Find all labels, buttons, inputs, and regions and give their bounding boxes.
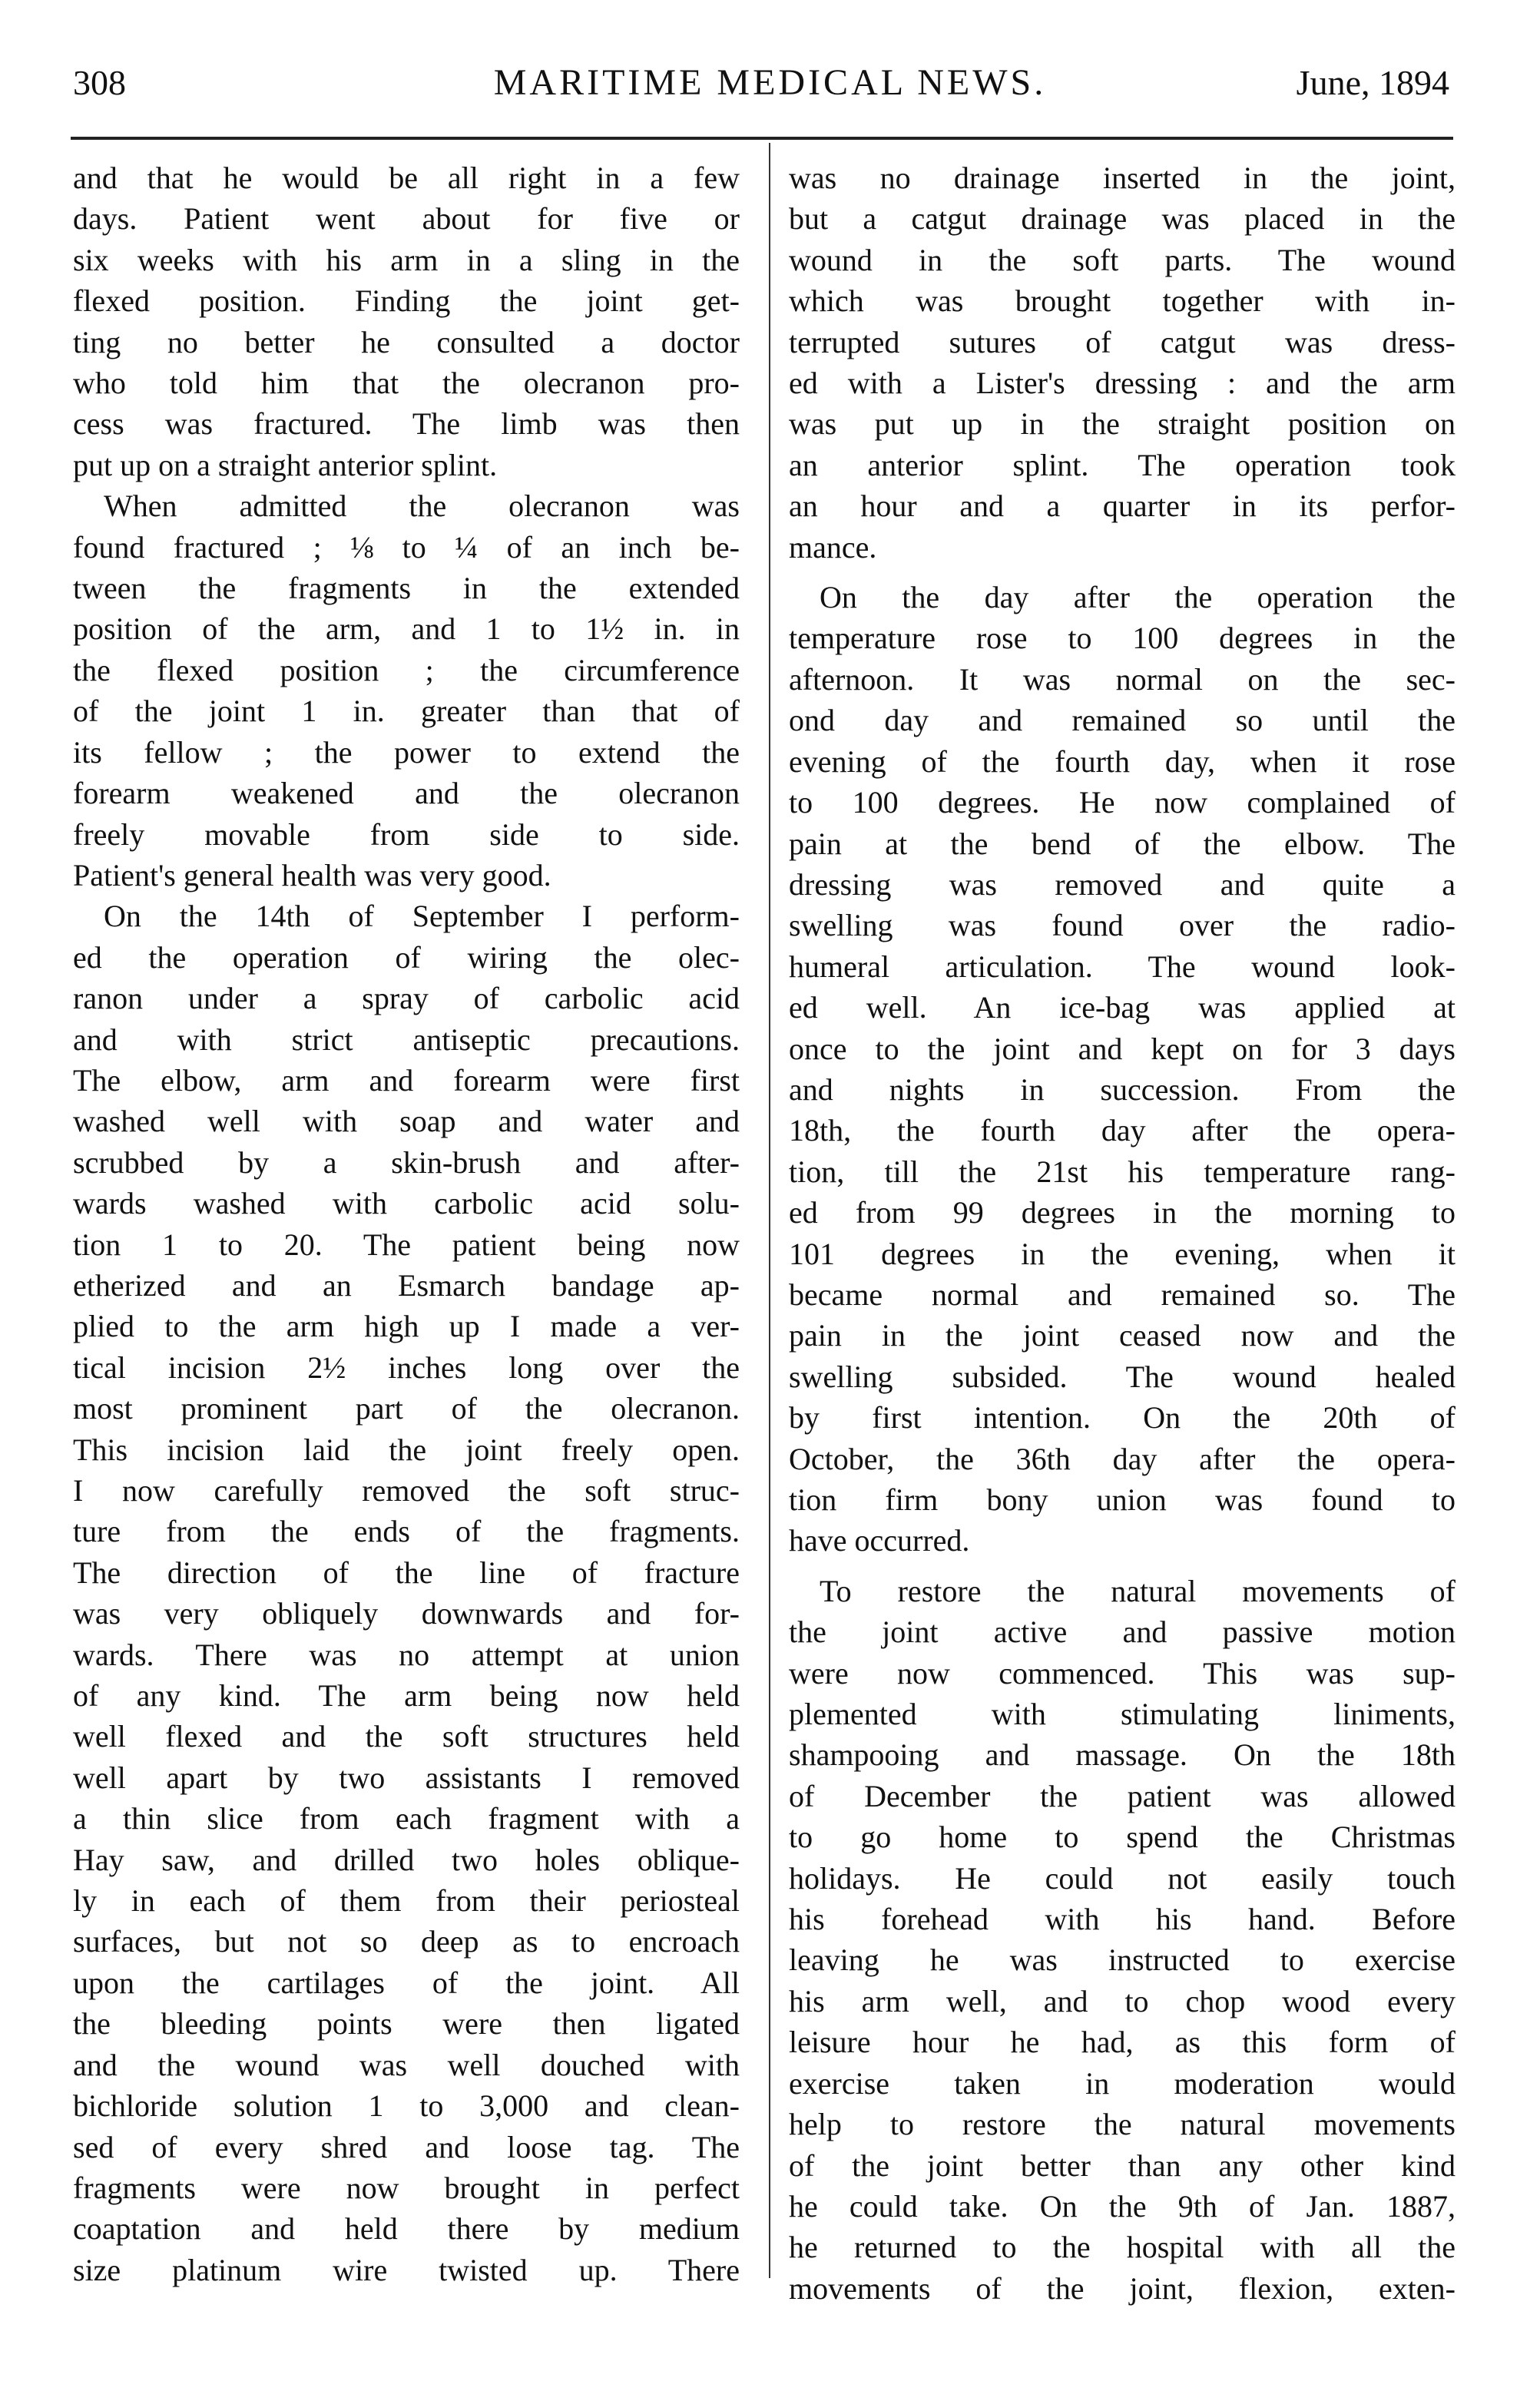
text-line: and with strict antiseptic precautions. xyxy=(73,1022,740,1057)
text-line: tion 1 to 20. The patient being now xyxy=(73,1227,740,1262)
text-line: ed with a Lister's dressing : and the arm xyxy=(789,366,1456,401)
text-line: his forehead with his hand. Before xyxy=(789,1902,1456,1937)
text-line: shampooing and massage. On the 18th xyxy=(789,1737,1456,1773)
text-line: was very obliquely downwards and for- xyxy=(73,1596,740,1631)
text-line: days. Patient went about for five or xyxy=(73,201,740,237)
text-line: Hay saw, and drilled two holes oblique- xyxy=(73,1842,740,1877)
column-divider xyxy=(769,143,770,2278)
text-line: were now commenced. This was sup- xyxy=(789,1655,1456,1691)
text-line: mance. xyxy=(789,529,877,565)
paragraph xyxy=(789,157,1456,568)
text-line: was put up in the straight position on xyxy=(789,406,1456,442)
text-line: the flexed position ; the circumference xyxy=(73,652,740,687)
text-line: have occurred. xyxy=(789,1523,970,1558)
text-line: freely movable from side to side. xyxy=(73,816,740,852)
text-line: ture from the ends of the fragments. xyxy=(73,1514,740,1549)
text-line: who told him that the olecranon pro- xyxy=(73,366,740,401)
text-line: was no drainage inserted in the joint, xyxy=(789,161,1456,195)
text-line: the bleeding points were then ligated xyxy=(73,2006,740,2042)
text-line: coaptation and held there by medium xyxy=(73,2211,740,2247)
paragraph xyxy=(789,1571,1456,2309)
text-line: to go home to spend the Christmas xyxy=(789,1820,1456,1855)
text-line: swelling subsided. The wound healed xyxy=(789,1359,1456,1394)
text-line: etherized and an Esmarch bandage ap- xyxy=(73,1267,740,1303)
text-line: afternoon. It was normal on the sec- xyxy=(789,661,1456,697)
text-line: wound in the soft parts. The wound xyxy=(789,242,1456,277)
text-line: wards. There was no attempt at union xyxy=(73,1637,740,1672)
text-line: plied to the arm high up I made a ver- xyxy=(73,1309,740,1344)
text-line: put up on a straight anterior splint. xyxy=(73,447,498,482)
text-line: once to the joint and kept on for 3 days xyxy=(789,1031,1456,1066)
text-line: by first intention. On the 20th of xyxy=(789,1400,1456,1436)
text-line: he could take. On the 9th of Jan. 1887, xyxy=(789,2188,1456,2224)
text-line: became normal and remained so. The xyxy=(789,1277,1456,1312)
text-line: tion firm bony union was found to xyxy=(789,1482,1456,1517)
text-line: leisure hour he had, as this form of xyxy=(789,2025,1456,2060)
text-line: ting no better he consulted a doctor xyxy=(73,324,740,359)
text-line: of the joint 1 in. greater than that of xyxy=(73,694,740,729)
text-line: its fellow ; the power to extend the xyxy=(73,734,740,770)
text-line: and the wound was well douched with xyxy=(73,2047,740,2082)
paragraph xyxy=(73,157,740,485)
text-line: fragments were now brought in perfect xyxy=(73,2170,740,2205)
text-line: most prominent part of the olecranon. xyxy=(73,1391,740,1426)
text-line: help to restore the natural movements xyxy=(789,2107,1456,2142)
text-line: position of the arm, and 1 to 1½ in. in xyxy=(73,611,740,647)
text-line: but a catgut drainage was placed in the xyxy=(789,201,1456,237)
text-line: 18th, the fourth day after the opera- xyxy=(789,1113,1456,1148)
text-line: of December the patient was allowed xyxy=(789,1778,1456,1813)
text-line: On the 14th of September I perform- xyxy=(104,899,740,934)
page-number: 308 xyxy=(73,63,126,102)
issue-date: June, 1894 xyxy=(1296,63,1449,102)
text-line: his arm well, and to chop wood every xyxy=(789,1983,1456,2018)
text-line: To restore the natural movements of xyxy=(820,1573,1456,1608)
text-line: which was brought together with in- xyxy=(789,283,1456,319)
text-line: of any kind. The arm being now held xyxy=(73,1678,740,1714)
text-line: tical incision 2½ inches long over the xyxy=(73,1349,740,1385)
text-line: an hour and a quarter in its perfor- xyxy=(789,488,1456,524)
text-line: plemented with stimulating liniments, xyxy=(789,1697,1456,1732)
text-line: evening of the fourth day, when it rose xyxy=(789,743,1456,779)
header-rule xyxy=(71,137,1453,140)
text-line: six weeks with his arm in a sling in the xyxy=(73,242,740,277)
text-line: cess was fractured. The limb was then xyxy=(73,406,740,442)
text-line: the joint active and passive motion xyxy=(789,1614,1456,1650)
text-line: tion, till the 21st his temperature rang- xyxy=(789,1154,1456,1189)
text-line: ed well. An ice-bag was applied at xyxy=(789,990,1456,1025)
text-line: ed the operation of wiring the olec- xyxy=(73,939,740,975)
text-line: leaving he was instructed to exercise xyxy=(789,1942,1456,1978)
text-line: The elbow, arm and forearm were first xyxy=(73,1062,740,1098)
text-line: This incision laid the joint freely open. xyxy=(73,1432,740,1467)
text-line: movements of the joint, flexion, exten- xyxy=(789,2270,1456,2306)
text-line: 101 degrees in the evening, when it xyxy=(789,1236,1456,1271)
text-line: and nights in succession. From the xyxy=(789,1071,1456,1107)
text-line: pain at the bend of the elbow. The xyxy=(789,826,1456,861)
text-line: upon the cartilages of the joint. All xyxy=(73,1965,740,2000)
text-line: ranon under a spray of carbolic acid xyxy=(73,981,740,1016)
text-line: a thin slice from each fragment with a xyxy=(73,1801,740,1836)
text-line: forearm weakened and the olecranon xyxy=(73,776,740,811)
text-line: On the day after the operation the xyxy=(820,580,1456,615)
text-line: ed from 99 degrees in the morning to xyxy=(789,1195,1456,1230)
text-line: I now carefully removed the soft struc- xyxy=(73,1473,740,1508)
text-line: October, the 36th day after the opera- xyxy=(789,1441,1456,1476)
text-line: an anterior splint. The operation took xyxy=(789,447,1456,482)
text-line: well apart by two assistants I removed xyxy=(73,1760,740,1795)
text-line: tween the fragments in the extended xyxy=(73,571,740,606)
text-line: ond day and remained so until the xyxy=(789,703,1456,738)
text-line: sed of every shred and loose tag. The xyxy=(73,2129,740,2164)
text-line: The direction of the line of fracture xyxy=(73,1555,740,1590)
text-line: Patient's general health was very good. xyxy=(73,857,551,892)
paragraph xyxy=(789,577,1456,1561)
left-column xyxy=(73,157,740,2290)
text-line: found fractured ; ⅛ to ¼ of an inch be- xyxy=(73,529,740,565)
text-line: bichloride solution 1 to 3,000 and clean- xyxy=(73,2088,740,2124)
text-line: ly in each of them from their periosteal xyxy=(73,1883,740,1919)
text-line: exercise taken in moderation would xyxy=(789,2065,1456,2101)
text-line: he returned to the hospital with all the xyxy=(789,2230,1456,2265)
paragraph xyxy=(73,485,740,896)
text-line: terrupted sutures of catgut was dress- xyxy=(789,324,1456,359)
text-line: temperature rose to 100 degrees in the xyxy=(789,621,1456,656)
text-line: dressing was removed and quite a xyxy=(789,866,1456,902)
text-line: washed well with soap and water and xyxy=(73,1104,740,1139)
text-line: of the joint better than any other kind xyxy=(789,2148,1456,2183)
journal-title: MARITIME MEDICAL NEWS. xyxy=(493,62,1047,103)
text-line: size platinum wire twisted up. There xyxy=(73,2252,740,2287)
text-line: and that he would be all right in a few xyxy=(73,161,740,195)
text-line: to 100 degrees. He now complained of xyxy=(789,785,1456,820)
right-column xyxy=(789,157,1456,2309)
text-line: pain in the joint ceased now and the xyxy=(789,1318,1456,1353)
text-line: wards washed with carbolic acid solu- xyxy=(73,1186,740,1221)
text-line: holidays. He could not easily touch xyxy=(789,1860,1456,1896)
text-line: surfaces, but not so deep as to encroach xyxy=(73,1924,740,1959)
text-line: flexed position. Finding the joint get- xyxy=(73,283,740,319)
text-line: When admitted the olecranon was xyxy=(104,488,740,524)
text-line: well flexed and the soft structures held xyxy=(73,1719,740,1754)
text-line: scrubbed by a skin-brush and after- xyxy=(73,1144,740,1180)
text-line: swelling was found over the radio- xyxy=(789,908,1456,943)
text-line: humeral articulation. The wound look- xyxy=(789,949,1456,984)
paragraph xyxy=(73,896,740,2290)
